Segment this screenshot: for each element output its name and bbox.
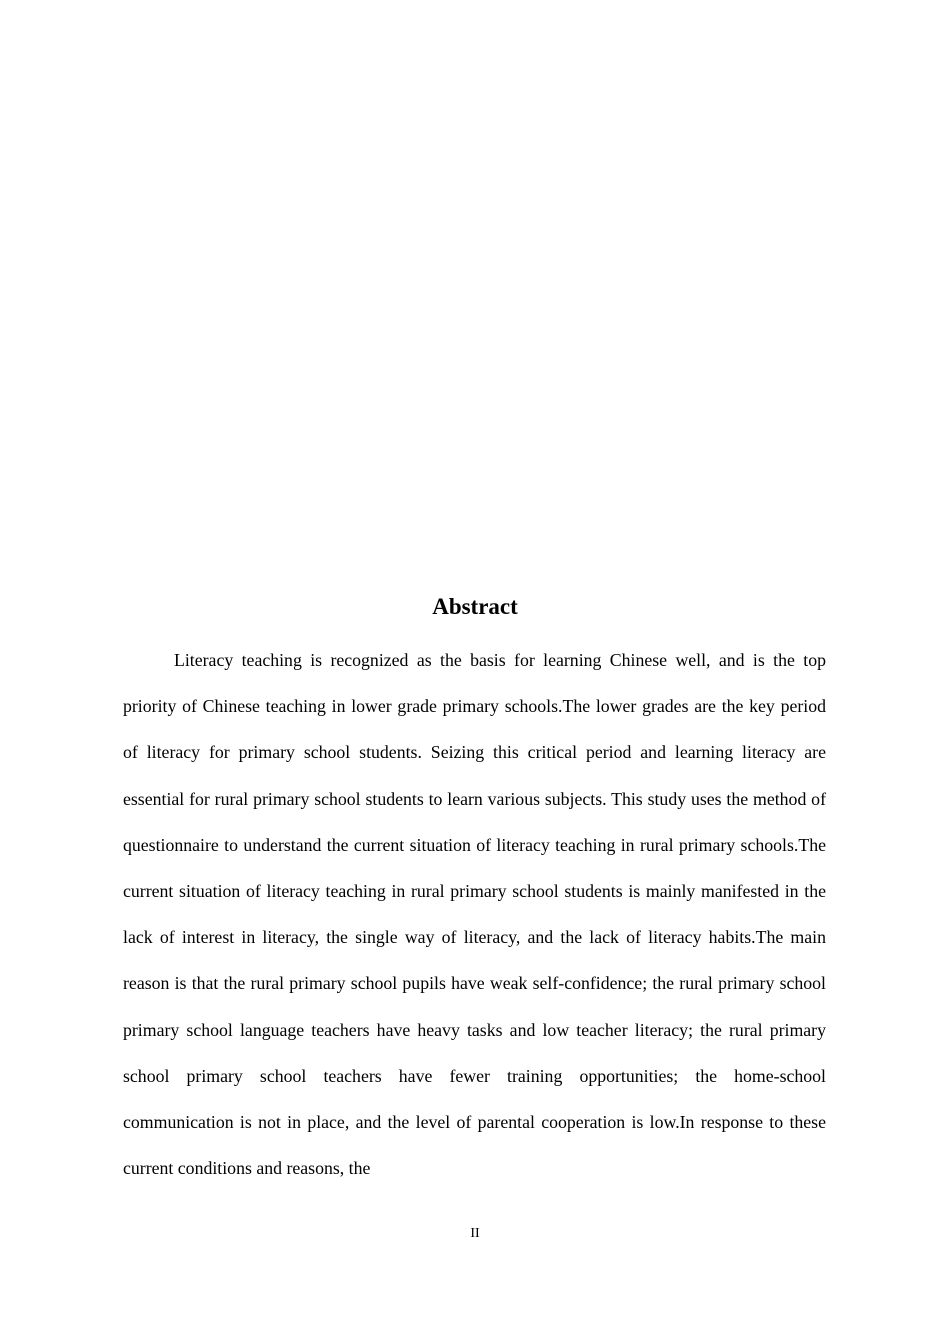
abstract-paragraph: Literacy teaching is recognized as the basis for learning Chinese well, and is the top priority of Chinese teaching in lower grade primary schools.The lower grades are the key period of literacy for primary school students. Seizing this critical period and learning literacy are essential for rural primary school students to learn various subjects. This study uses the method of questionnaire to understand the current situation of literacy teaching in rural primary schools.The current situation of literacy teaching in rural primary school students is mainly manifested in the lack of interest in literacy, the single way of literacy, and the lack of literacy habits.The main reason is that the rural primary school pupils have weak self-confidence; the rural primary school primary school language teachers have heavy tasks and low teacher literacy; the rural primary school primary school teachers have fewer training opportunities; the home-school communication is not in place, and the level of parental cooperation is low.In response to these current conditions and reasons, the [123,650,826,1179]
abstract-heading: Abstract [432,594,518,619]
page-number: II [470,1226,480,1241]
